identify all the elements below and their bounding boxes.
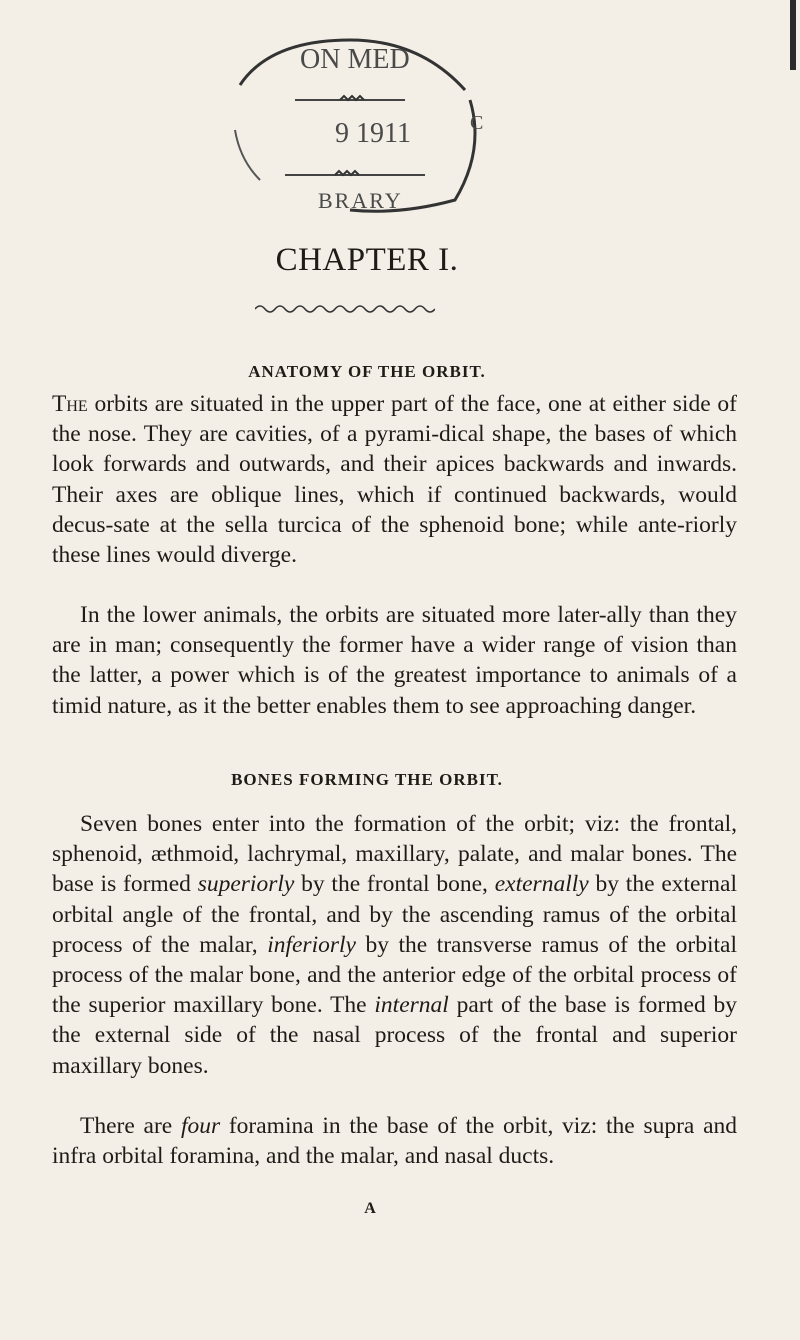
italic-term: inferiorly [267, 931, 356, 958]
stamp-date: 9 1911 [335, 118, 411, 149]
paragraph-text: Seven bones enter into the formation of the orbit; viz: the frontal, sphenoid, æthmoid, lachrymal, maxillary, palate, and malar bones. The base is formed [52, 811, 737, 898]
page-edge-mark [790, 0, 796, 70]
paragraph-text: by the external orbital angle of the frontal, and by the ascending ramus of the orbital process of the malar, [52, 871, 737, 958]
italic-term: superiorly [197, 871, 295, 898]
section-heading-anatomy: ANATOMY OF THE ORBIT. [248, 362, 486, 381]
paragraph-text: orbits are situated in the upper part of the face, one at either side of the nose. They are cavities, of a pyrami-dical shape, the bases of which look forwards and outwards, and their apices backwards and inwards. Their axes are oblique lines, which if continued backwards, would decus-sate at the sella turcica of the sphenoid bone; while ante-riorly these lines would diverge. [52, 391, 737, 569]
paragraph-text: by the frontal bone, [294, 871, 495, 898]
stamp-corner-letter: C [470, 112, 484, 134]
paragraph-text: There are [80, 1113, 181, 1139]
paragraph-seven-bones [52, 809, 737, 1081]
italic-term: externally [494, 871, 589, 898]
paragraph-text: by the transverse ramus of the orbital process of the malar bone, and the anterior edge of the orbital process of the superior maxillary bone. The [52, 931, 737, 1019]
paragraph-orbits [52, 389, 737, 570]
paragraph-text: foramina in the base of the orbit, viz: the supra and infra orbital foramina, and the malar, and nasal ducts. [52, 1113, 737, 1170]
signature-mark: A [364, 1200, 376, 1217]
decorative-wavy-rule [255, 303, 435, 315]
section-heading-bones: BONES FORMING THE ORBIT. [231, 770, 503, 789]
paragraph-foramina [52, 1111, 737, 1171]
paragraph-lower-animals: In the lower animals, the orbits are situated more later-ally than they are in man; consequently the former have a wider range of vision than the latter, a power which is of the greatest importance to animals of a timid nature, as it the better enables them to see approaching danger. [52, 602, 737, 719]
stamp-bottom-text: BRARY [318, 188, 403, 213]
italic-term: internal [374, 992, 449, 1019]
paragraph-lead-word: The [52, 391, 88, 417]
paragraph-text: part of the base is formed by the external side of the nasal process of the frontal and superior maxillary bones. [52, 992, 737, 1079]
stamp-top-text: ON MED [300, 44, 410, 75]
italic-term: four [180, 1113, 221, 1139]
chapter-title: CHAPTER I. [275, 242, 459, 278]
library-stamp [200, 30, 500, 220]
